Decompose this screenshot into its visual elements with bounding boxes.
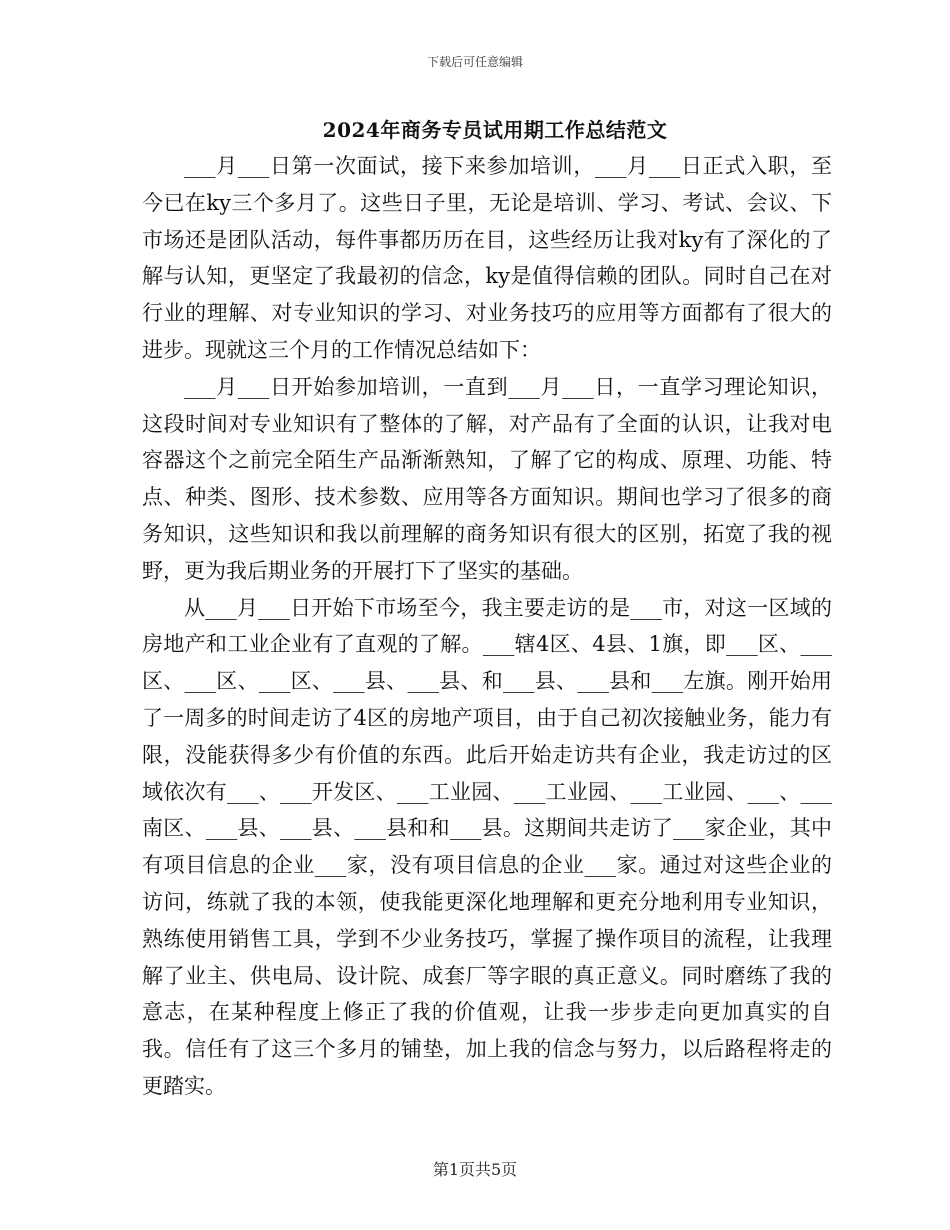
paragraph-3: 从___月___日开始下市场至今，我主要走访的是___市，对这一区域的房地产和工业企业有了直观的了解。___辖4区、4县、1旗，即___区、___区、___区、___区、___县、___县、和___县、___县和___左旗。刚开始用了一周多的时间走访了4区的房地产项目，由于自己初次接触业务，能力有限，没能获得多少有价值的东西。此后开始走访共有企业，我走访过的区域依次有___、___开发区、___工业园、___工业园、___工业园、___、___南区、___县、___县、___县和和___县。这期间共走访了___家企业，其中有项目信息的企业___家，没有项目信息的企业___家。通过对这些企业的访问，练就了我的本领，使我能更深化地理解和更充分地利用专业知识，熟练使用销售工具，学到不少业务技巧，掌握了操作项目的流程，让我理解了业主、供电局、设计院、成套厂等字眼的真正意义。同时磨练了我的意志，在某种程度上修正了我的价值观，让我一步步走向更加真实的自我。信任有了这三个多月的铺垫，加上我的信念与努力，以后路程将走的更踏实。 <box>142 595 832 1098</box>
document-title: 2024年商务专员试用期工作总结范文 <box>322 118 668 142</box>
page-footer: 第1页共5页 <box>432 1160 518 1179</box>
paragraph-1: ___月___日第一次面试，接下来参加培训，___月___日正式入职，至今已在ky三个多月了。这些日子里，无论是培训、学习、考试、会议、下市场还是团队活动，每件事都历历在目，这些经历让我对ky有了深化的了解与认知，更坚定了我最初的信念，ky是值得信赖的团队。同时自己在对行业的理解、对专业知识的学习、对业务技巧的应用等方面都有了很大的进步。现就这三个月的工作情况总结如下： <box>142 154 832 362</box>
paragraph-2: ___月___日开始参加培训，一直到___月___日，一直学习理论知识，这段时间对专业知识有了整体的了解，对产品有了全面的认识，让我对电容器这个之前完全陌生产品渐渐熟知，了解了它的构成、原理、功能、特点、种类、图形、技术参数、应用等各方面知识。期间也学习了很多的商务知识，这些知识和我以前理解的商务知识有很大的区别，拓宽了我的视野，更为我后期业务的开展打下了坚实的基础。 <box>142 374 832 583</box>
document-body <box>142 148 832 1105</box>
header-note: 下载后可任意编辑 <box>426 55 523 69</box>
